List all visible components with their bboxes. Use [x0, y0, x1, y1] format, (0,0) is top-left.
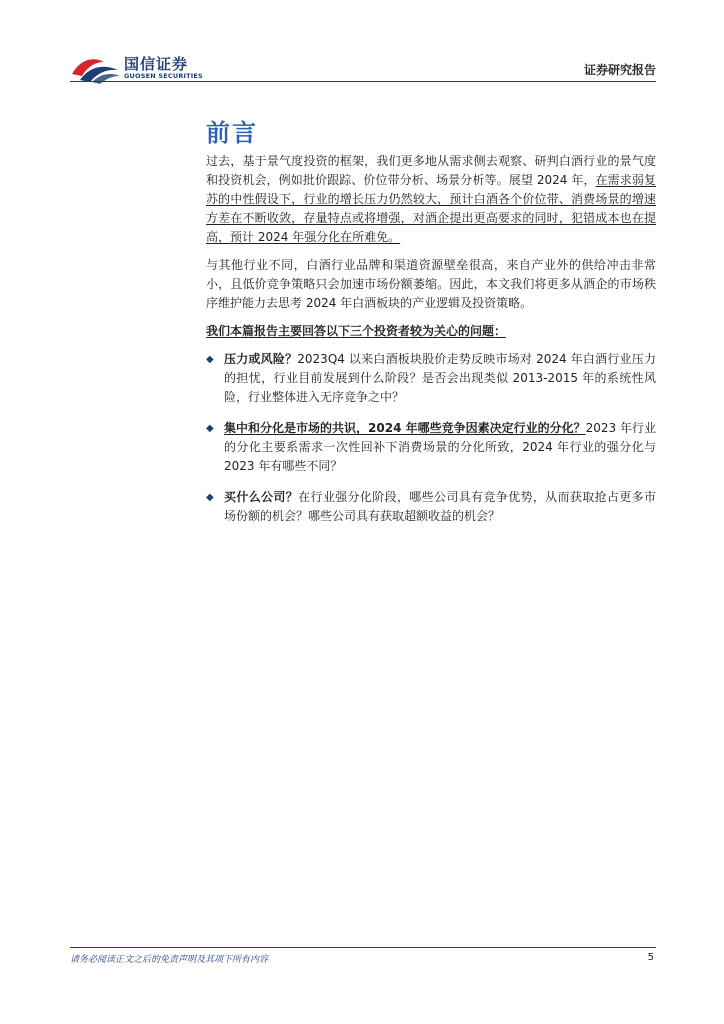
list-item — [206, 488, 656, 526]
question-intro-text: 我们本篇报告主要回答以下三个投资者较为关心的问题： — [206, 324, 507, 338]
guosen-logo — [70, 52, 203, 88]
diamond-bullet-icon: ◆ — [206, 423, 214, 434]
guosen-logo-mark-icon — [70, 52, 122, 84]
bullet-text: 在行业强分化阶段，哪些公司具有竞争优势，从而获取抢占更多市场份额的机会？哪些公司具有获取超额收益的机会？ — [224, 490, 656, 523]
bullet-title: 买什么公司？ — [224, 490, 299, 504]
footer-divider — [70, 947, 656, 948]
bullet-text: 2023 年行业的分化主要系需求一次性回补下消费场景的分化所致，2024 年行业的强分化与 2023 年有哪些不同？ — [224, 421, 656, 473]
bullet-title: 压力或风险？ — [224, 352, 298, 366]
paragraph-1-underlined-text: 在需求弱复苏的中性假设下，行业的增长压力仍然较大，预计白酒各个价位带、消费场景的增速方差在不断收敛，存量特点或将增强，对酒企提出更高要求的同时，犯错成本也在提高，预计 2024 年强分化在所难免。 — [206, 173, 656, 244]
section-title: 前言 — [206, 119, 258, 147]
body-content — [206, 152, 656, 538]
paragraph-2: 与其他行业不同，白酒行业品牌和渠道资源壁垒很高，来自产业外的供给冲击非常小，且低价竞争策略只会加速市场份额萎缩。因此，本文我们将更多从酒企的市场秩序维护能力去思考 2024 年白酒板块的产业逻辑及投资策略。 — [206, 258, 656, 310]
bullet-title: 集中和分化是市场的共识，2024 年哪些竞争因素决定行业的分化？ — [224, 421, 586, 435]
list-item — [206, 350, 656, 407]
page-number: 5 — [647, 952, 654, 963]
page-header — [0, 0, 724, 90]
diamond-bullet-icon: ◆ — [206, 492, 214, 503]
paragraph-1-text: 过去，基于景气度投资的框架，我们更多地从需求侧去观察、研判白酒行业的景气度和投资机会，例如批价跟踪、价位带分析、场景分析等。展望 2024 年， — [206, 154, 656, 187]
question-intro — [206, 322, 656, 341]
footer-disclaimer: 请务必阅读正文之后的免责声明及其项下所有内容 — [70, 955, 269, 965]
diamond-bullet-icon: ◆ — [206, 354, 214, 365]
question-list — [206, 350, 656, 526]
bullet-text: 2023Q4 以来白酒板块股价走势反映市场对 2024 年白酒行业压力的担忧，行业目前发展到什么阶段？是否会出现类似 2013-2015 年的系统性风险，行业整体进入无序竞争之中？ — [224, 352, 656, 404]
paragraph-1 — [206, 152, 656, 247]
list-item — [206, 419, 656, 476]
report-type-label: 证券研究报告 — [583, 63, 656, 77]
logo-english-name: GUOSEN SECURITIES — [124, 72, 203, 80]
logo-chinese-name: 国信证券 — [124, 55, 189, 73]
header-divider — [70, 81, 656, 82]
